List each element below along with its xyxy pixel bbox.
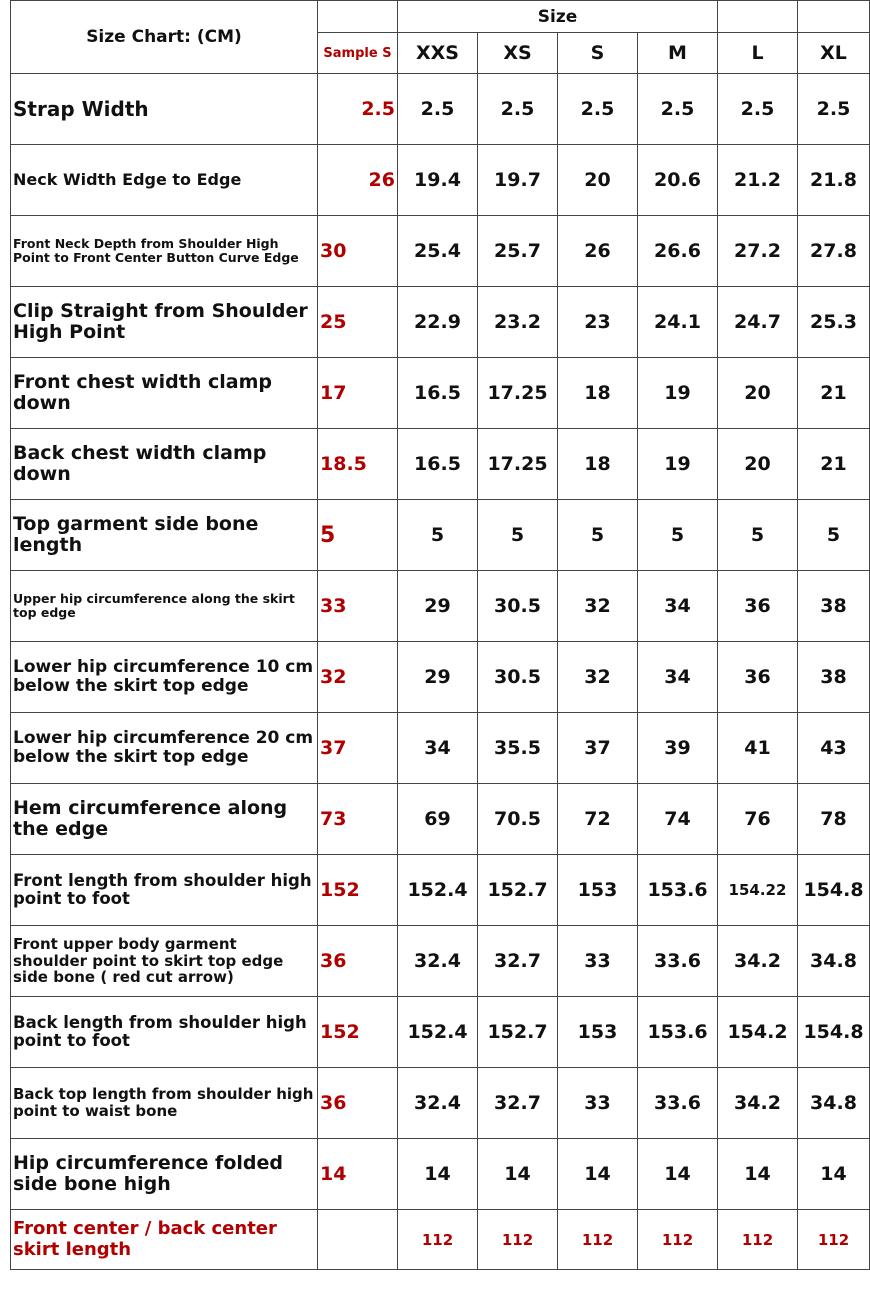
size-value: 34.8 [798, 1068, 870, 1139]
size-value: 36 [718, 571, 798, 642]
size-value: 14 [478, 1139, 558, 1210]
size-value: 19 [638, 358, 718, 429]
measurement-label: Front length from shoulder high point to foot [11, 855, 318, 926]
sample-value: 33 [318, 571, 398, 642]
size-value: 74 [638, 784, 718, 855]
size-value: 33 [558, 1068, 638, 1139]
size-value: 34 [398, 713, 478, 784]
sample-value: 73 [318, 784, 398, 855]
size-value: 20 [558, 145, 638, 216]
size-value: 37 [558, 713, 638, 784]
size-value: 152.4 [398, 855, 478, 926]
size-value: 2.5 [718, 74, 798, 145]
size-value: 32.4 [398, 1068, 478, 1139]
size-value: 21 [798, 429, 870, 500]
table-row [11, 926, 870, 997]
size-value: 70.5 [478, 784, 558, 855]
size-value: 18 [558, 429, 638, 500]
size-value: 154.22 [718, 855, 798, 926]
size-value: 38 [798, 571, 870, 642]
size-value: 153.6 [638, 997, 718, 1068]
table-row [11, 216, 870, 287]
size-value: 14 [638, 1139, 718, 1210]
size-value: 20 [718, 358, 798, 429]
sample-value: 32 [318, 642, 398, 713]
measurement-label: Front center / back center skirt length [11, 1210, 318, 1270]
size-value: 76 [718, 784, 798, 855]
size-value: 112 [798, 1210, 870, 1270]
size-value: 152.7 [478, 997, 558, 1068]
size-value: 5 [798, 500, 870, 571]
measurement-label: Lower hip circumference 20 cm below the skirt top edge [11, 713, 318, 784]
size-value: 14 [398, 1139, 478, 1210]
size-value: 21.2 [718, 145, 798, 216]
size-value: 33.6 [638, 1068, 718, 1139]
sample-value: 25 [318, 287, 398, 358]
size-value: 69 [398, 784, 478, 855]
size-value: 152.7 [478, 855, 558, 926]
size-value: 38 [798, 642, 870, 713]
sample-value: 17 [318, 358, 398, 429]
size-value: 20.6 [638, 145, 718, 216]
measurement-label: Strap Width [11, 74, 318, 145]
size-value: 78 [798, 784, 870, 855]
measurement-label: Back chest width clamp down [11, 429, 318, 500]
measurement-label: Top garment side bone length [11, 500, 318, 571]
size-value: 36 [718, 642, 798, 713]
size-value: 112 [558, 1210, 638, 1270]
table-row [11, 429, 870, 500]
size-value: 43 [798, 713, 870, 784]
size-value: 5 [398, 500, 478, 571]
size-value: 32.7 [478, 1068, 558, 1139]
size-value: 153.6 [638, 855, 718, 926]
size-value: 30.5 [478, 642, 558, 713]
size-value: 153 [558, 855, 638, 926]
sample-value: 36 [318, 1068, 398, 1139]
size-value: 39 [638, 713, 718, 784]
size-value: 154.8 [798, 855, 870, 926]
measurement-label: Clip Straight from Shoulder High Point [11, 287, 318, 358]
size-value: 21 [798, 358, 870, 429]
size-value: 16.5 [398, 358, 478, 429]
measurement-label: Back top length from shoulder high point to waist bone [11, 1068, 318, 1139]
size-value: 2.5 [478, 74, 558, 145]
sample-value: 152 [318, 997, 398, 1068]
table-row [11, 997, 870, 1068]
size-value: 27.2 [718, 216, 798, 287]
measurement-label: Lower hip circumference 10 cm below the skirt top edge [11, 642, 318, 713]
table-row [11, 145, 870, 216]
size-value: 22.9 [398, 287, 478, 358]
sample-size-header: Sample S [318, 33, 398, 74]
size-value: 5 [718, 500, 798, 571]
size-value: 112 [718, 1210, 798, 1270]
measurement-label: Upper hip circumference along the skirt top edge [11, 571, 318, 642]
size-value: 19 [638, 429, 718, 500]
size-value: 112 [478, 1210, 558, 1270]
header-row-top [11, 1, 870, 33]
size-value: 35.5 [478, 713, 558, 784]
measurement-label: Front upper body garment shoulder point to skirt top edge side bone ( red cut arrow) [11, 926, 318, 997]
size-value: 17.25 [478, 358, 558, 429]
table-row [11, 358, 870, 429]
measurement-label: Back length from shoulder high point to foot [11, 997, 318, 1068]
size-value: 25.7 [478, 216, 558, 287]
size-header: S [558, 33, 638, 74]
measurement-label: Hip circumference folded side bone high [11, 1139, 318, 1210]
size-value: 41 [718, 713, 798, 784]
sample-value: 5 [318, 500, 398, 571]
table-row [11, 287, 870, 358]
size-value: 32 [558, 571, 638, 642]
size-value: 152.4 [398, 997, 478, 1068]
size-value: 26.6 [638, 216, 718, 287]
size-value: 5 [478, 500, 558, 571]
size-chart-table [10, 0, 870, 1270]
header-blank [718, 1, 798, 33]
size-value: 32.4 [398, 926, 478, 997]
chart-title: Size Chart: (CM) [11, 1, 318, 74]
sample-value: 26 [318, 145, 398, 216]
size-header: XL [798, 33, 870, 74]
size-value: 17.25 [478, 429, 558, 500]
size-value: 21.8 [798, 145, 870, 216]
size-value: 19.4 [398, 145, 478, 216]
size-value: 14 [558, 1139, 638, 1210]
size-header: M [638, 33, 718, 74]
size-value: 154.8 [798, 997, 870, 1068]
size-value: 30.5 [478, 571, 558, 642]
size-value: 32.7 [478, 926, 558, 997]
size-value: 153 [558, 997, 638, 1068]
size-value: 23.2 [478, 287, 558, 358]
size-value: 34 [638, 642, 718, 713]
measurement-label: Neck Width Edge to Edge [11, 145, 318, 216]
size-value: 5 [558, 500, 638, 571]
size-value: 26 [558, 216, 638, 287]
sample-value: 18.5 [318, 429, 398, 500]
size-value: 5 [638, 500, 718, 571]
size-value: 19.7 [478, 145, 558, 216]
sample-value: 2.5 [318, 74, 398, 145]
header-blank [318, 1, 398, 33]
header-blank [798, 1, 870, 33]
size-header: L [718, 33, 798, 74]
size-value: 154.2 [718, 997, 798, 1068]
size-value: 34.2 [718, 926, 798, 997]
table-row [11, 74, 870, 145]
table-row [11, 1068, 870, 1139]
sample-value: 36 [318, 926, 398, 997]
table-row [11, 713, 870, 784]
size-value: 2.5 [638, 74, 718, 145]
size-header: XS [478, 33, 558, 74]
size-value: 33 [558, 926, 638, 997]
table-row [11, 642, 870, 713]
size-value: 27.8 [798, 216, 870, 287]
measurement-label: Front chest width clamp down [11, 358, 318, 429]
size-value: 24.7 [718, 287, 798, 358]
sample-value [318, 1210, 398, 1270]
measurement-label: Front Neck Depth from Shoulder High Point to Front Center Button Curve Edge [11, 216, 318, 287]
size-value: 72 [558, 784, 638, 855]
size-value: 112 [398, 1210, 478, 1270]
size-group-header: Size [398, 1, 718, 33]
size-value: 34.2 [718, 1068, 798, 1139]
table-row [11, 784, 870, 855]
size-value: 32 [558, 642, 638, 713]
table-row [11, 855, 870, 926]
size-value: 14 [718, 1139, 798, 1210]
size-value: 25.4 [398, 216, 478, 287]
size-value: 34 [638, 571, 718, 642]
sample-value: 30 [318, 216, 398, 287]
size-value: 14 [798, 1139, 870, 1210]
size-value: 34.8 [798, 926, 870, 997]
size-value: 112 [638, 1210, 718, 1270]
size-value: 24.1 [638, 287, 718, 358]
size-value: 25.3 [798, 287, 870, 358]
size-value: 2.5 [798, 74, 870, 145]
sample-value: 37 [318, 713, 398, 784]
sample-value: 14 [318, 1139, 398, 1210]
size-value: 16.5 [398, 429, 478, 500]
size-value: 20 [718, 429, 798, 500]
size-value: 29 [398, 571, 478, 642]
table-row [11, 1210, 870, 1270]
table-row [11, 571, 870, 642]
measurement-label: Hem circumference along the edge [11, 784, 318, 855]
size-value: 2.5 [558, 74, 638, 145]
table-row [11, 500, 870, 571]
size-value: 18 [558, 358, 638, 429]
size-value: 33.6 [638, 926, 718, 997]
size-value: 29 [398, 642, 478, 713]
size-header: XXS [398, 33, 478, 74]
sample-value: 152 [318, 855, 398, 926]
size-value: 23 [558, 287, 638, 358]
size-value: 2.5 [398, 74, 478, 145]
table-row [11, 1139, 870, 1210]
